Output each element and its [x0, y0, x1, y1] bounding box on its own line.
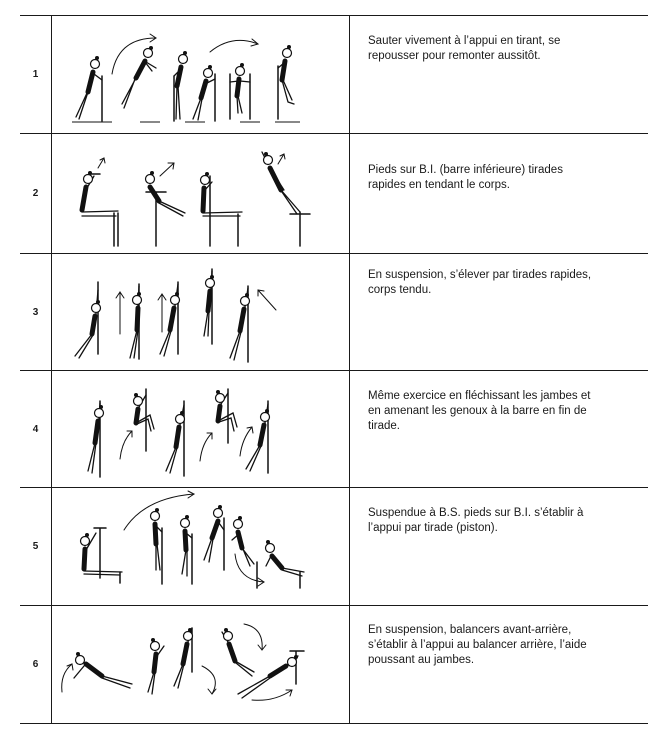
- description-line: repousser pour remonter aussitôt.: [368, 50, 541, 62]
- exercise-description: [350, 606, 648, 723]
- bar-post: [100, 389, 268, 477]
- row-number: 6: [20, 606, 52, 723]
- gymnast-figure: [201, 172, 243, 216]
- gymnast-figure: [74, 652, 132, 688]
- description-line: Suspendue à B.S. pieds sur B.I. s’établir à: [368, 507, 584, 519]
- illustration-drawing: [52, 606, 350, 723]
- movement-arrow: [120, 431, 132, 459]
- gymnast-figure: [166, 405, 185, 473]
- gymnast-figure: [266, 540, 305, 576]
- gymnast-figure: [230, 288, 250, 360]
- illustration-drawing: [52, 371, 350, 487]
- bar-post: [102, 66, 278, 121]
- gymnast-figure: [122, 46, 156, 108]
- gymnast-figure: [222, 628, 254, 676]
- illustration-drawing: [52, 16, 350, 133]
- exercise-illustration: [52, 254, 350, 370]
- row-number: 2: [20, 134, 52, 253]
- gymnast-figure: [174, 628, 193, 688]
- gymnast-figure: [278, 45, 294, 104]
- description-line: rapides en tendant le corps.: [368, 179, 510, 191]
- description-line: Même exercice en fléchissant les jambes et: [368, 390, 591, 402]
- row-number: 1: [20, 16, 52, 133]
- gymnast-figure: [81, 533, 123, 575]
- description-line: poussant au jambes.: [368, 654, 475, 666]
- gymnast-figure: [246, 404, 270, 471]
- description-line: corps tendu.: [368, 284, 432, 296]
- exercise-illustration: [52, 606, 350, 723]
- row-number: 3: [20, 254, 52, 370]
- description-line: tirade.: [368, 420, 400, 432]
- description-line: en amenant les genoux à la barre en fin de: [368, 405, 587, 417]
- table-row: [20, 253, 648, 370]
- row-number: 4: [20, 371, 52, 487]
- exercise-description: [350, 488, 648, 605]
- gymnast-figure: [76, 56, 102, 119]
- table-row: [20, 605, 648, 724]
- gymnast-figure: [216, 390, 238, 431]
- movement-arrow: [98, 158, 105, 168]
- movement-arrow: [244, 624, 266, 650]
- description-line: En suspension, balancers avant-arrière,: [368, 624, 572, 636]
- table-row: [20, 133, 648, 253]
- movement-arrow: [116, 292, 124, 334]
- exercise-illustration: [52, 16, 350, 133]
- gymnast-figure: [181, 515, 193, 576]
- illustration-drawing: [52, 134, 350, 253]
- description-line: Sauter vivement à l’appui en tirant, se: [368, 35, 561, 47]
- gymnast-figure: [230, 63, 250, 113]
- gymnast-figure: [146, 171, 186, 216]
- description-line: l’appui par tirade (piston).: [368, 522, 498, 534]
- movement-arrow: [278, 154, 285, 164]
- exercise-description: [350, 134, 648, 253]
- gymnast-figure: [130, 286, 142, 358]
- exercise-illustration: [52, 134, 350, 253]
- bar-post: [192, 628, 304, 684]
- movement-arrow: [62, 664, 73, 692]
- gymnast-figure: [193, 65, 215, 120]
- exercise-description: [350, 254, 648, 370]
- movement-arrow: [158, 294, 166, 332]
- exercise-description: [350, 371, 648, 487]
- exercise-table: [20, 15, 648, 724]
- gymnast-figure: [82, 171, 118, 216]
- movement-arrow: [200, 433, 212, 461]
- gymnast-figure: [174, 51, 188, 119]
- exercise-illustration: [52, 488, 350, 605]
- movement-arrow: [202, 666, 216, 694]
- gymnast-figure: [88, 403, 104, 473]
- movement-arrow: [258, 290, 276, 310]
- movement-arrow: [210, 39, 258, 52]
- table-row: [20, 487, 648, 605]
- illustration-drawing: [52, 488, 350, 605]
- movement-arrow: [252, 690, 292, 700]
- exercise-description: [350, 16, 648, 133]
- gymnast-figure: [75, 290, 101, 358]
- description-line: s’établir à l’appui au balancer arrière, l’aide: [368, 639, 587, 651]
- table-row: [20, 15, 648, 133]
- illustration-drawing: [52, 254, 350, 370]
- movement-arrow: [160, 163, 174, 176]
- exercise-illustration: [52, 371, 350, 487]
- movement-arrow: [240, 427, 253, 456]
- gymnast-figure: [148, 638, 164, 694]
- description-line: Pieds sur B.I. (barre inférieure) tirades: [368, 164, 563, 176]
- gymnast-figure: [204, 271, 215, 336]
- gymnast-figure: [151, 508, 163, 570]
- table-row: [20, 370, 648, 487]
- description-line: En suspension, s’élever par tirades rapides,: [368, 269, 592, 281]
- row-number: 5: [20, 488, 52, 605]
- gymnast-figure: [262, 152, 300, 214]
- gymnast-figure: [134, 393, 155, 431]
- gymnast-figure: [204, 505, 224, 562]
